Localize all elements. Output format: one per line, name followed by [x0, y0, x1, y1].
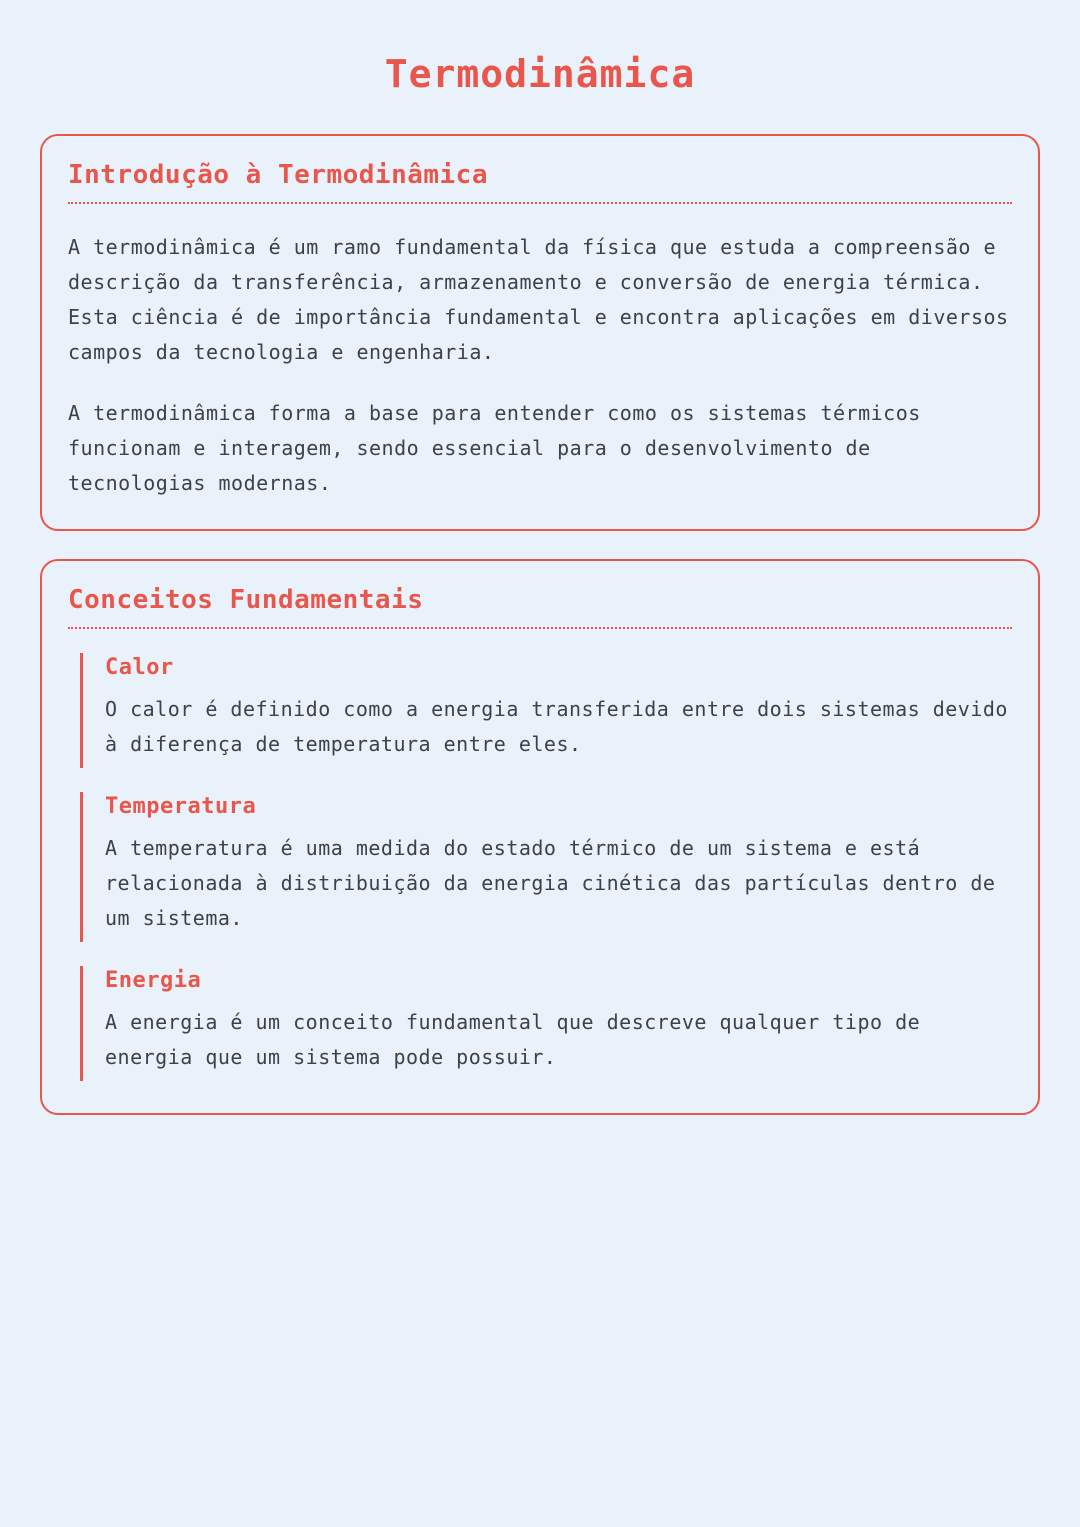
concepts-card [40, 559, 1040, 1115]
subsection-temperatura-body: A temperatura é uma medida do estado térmico de um sistema e está relacionada à distribuição da energia cinética das partículas dentro de um sistema. [105, 836, 996, 930]
intro-paragraph-1: A termodinâmica é um ramo fundamental da física que estuda a compreensão e descrição da transferência, armazenamento e conversão de energia térmica. Esta ciência é de importância fundamental e encontra aplicações em diversos campos da tecnologia e engenharia. [68, 235, 1009, 364]
subsection-temperatura-title: Temperatura [105, 794, 257, 819]
intro-card-heading: Introdução à Termodinâmica [68, 160, 1012, 204]
intro-card [40, 134, 1040, 531]
concepts-card-heading: Conceitos Fundamentais [68, 585, 1012, 629]
subsection-temperatura [80, 792, 1012, 942]
subsection-energia-title: Energia [105, 968, 202, 993]
subsection-energia [80, 966, 1012, 1081]
subsection-calor-title: Calor [105, 655, 174, 680]
subsection-energia-body: A energia é um conceito fundamental que descreve qualquer tipo de energia que um sistema pode possuir. [105, 1010, 921, 1069]
subsection-calor-body: O calor é definido como a energia transferida entre dois sistemas devido à diferença de temperatura entre eles. [105, 697, 1008, 756]
subsection-calor [80, 653, 1012, 768]
page-title: Termodinâmica [384, 52, 696, 96]
intro-paragraph-2: A termodinâmica forma a base para entender como os sistemas térmicos funcionam e interagem, sendo essencial para o desenvolvimento de tecnologias modernas. [68, 401, 921, 495]
